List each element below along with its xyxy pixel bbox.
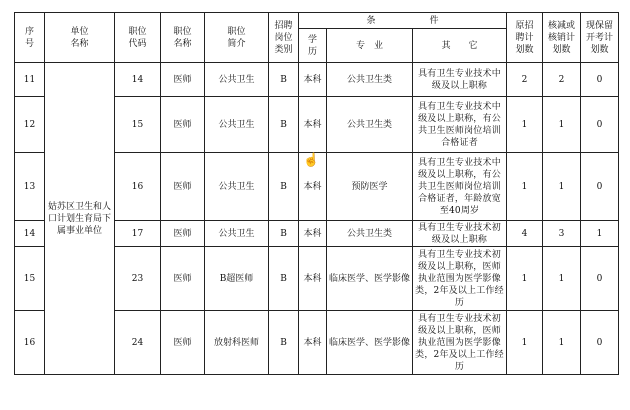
original-plan-cell: 1 bbox=[507, 97, 543, 153]
other-requirements-cell: 具有卫生专业技术中级及以上职称，有公共卫生医师岗位培训合格证者 bbox=[413, 97, 507, 153]
remaining-plan-cell: 1 bbox=[581, 221, 619, 247]
category-cell: B bbox=[269, 97, 299, 153]
other-requirements-cell: 具有卫生专业技术初级及以上职称，医师执业范围为医学影像类，2年及以上工作经历 bbox=[413, 247, 507, 311]
position-desc-cell: 公共卫生 bbox=[205, 63, 269, 97]
education-cell: 本科 bbox=[299, 247, 327, 311]
header-education: 学 历 bbox=[299, 29, 327, 63]
header-position-desc: 职位 简介 bbox=[205, 13, 269, 63]
position-name-cell: 医师 bbox=[161, 63, 205, 97]
major-cell: 公共卫生类 bbox=[327, 63, 413, 97]
reduced-plan-cell: 1 bbox=[543, 247, 581, 311]
position-name-cell: 医师 bbox=[161, 153, 205, 221]
original-plan-cell: 1 bbox=[507, 311, 543, 375]
other-requirements-cell: 具有卫生专业技术初级及以上职称，医师执业范围为医学影像类，2年及以上工作经历 bbox=[413, 311, 507, 375]
reduced-plan-cell: 1 bbox=[543, 97, 581, 153]
reduced-plan-cell: 1 bbox=[543, 153, 581, 221]
position-code-cell: 16 bbox=[115, 153, 161, 221]
seq-cell: 15 bbox=[15, 247, 45, 311]
unit-name-cell: 姑苏区卫生和人口计划生育局下属事业单位 bbox=[45, 63, 115, 375]
header-conditions: 条 件 bbox=[299, 13, 507, 29]
category-cell: B bbox=[269, 311, 299, 375]
category-cell: B bbox=[269, 221, 299, 247]
position-desc-cell: 公共卫生 bbox=[205, 221, 269, 247]
header-major: 专 业 bbox=[327, 29, 413, 63]
seq-cell: 13 bbox=[15, 153, 45, 221]
position-desc-cell: 公共卫生 bbox=[205, 97, 269, 153]
remaining-plan-cell: 0 bbox=[581, 97, 619, 153]
reduced-plan-cell: 2 bbox=[543, 63, 581, 97]
header-position-name: 职位 名称 bbox=[161, 13, 205, 63]
seq-cell: 14 bbox=[15, 221, 45, 247]
position-code-cell: 23 bbox=[115, 247, 161, 311]
position-name-cell: 医师 bbox=[161, 97, 205, 153]
remaining-plan-cell: 0 bbox=[581, 63, 619, 97]
header-reduced-plan: 核减或 核销计 划数 bbox=[543, 13, 581, 63]
education-cell: 本科 bbox=[299, 311, 327, 375]
education-cell: 本科 bbox=[299, 153, 327, 221]
original-plan-cell: 1 bbox=[507, 153, 543, 221]
education-cell: 本科 bbox=[299, 97, 327, 153]
seq-cell: 12 bbox=[15, 97, 45, 153]
other-requirements-cell: 具有卫生专业技术初级及以上职称 bbox=[413, 221, 507, 247]
remaining-plan-cell: 0 bbox=[581, 247, 619, 311]
header-original-plan: 原招 聘计 划数 bbox=[507, 13, 543, 63]
major-cell: 临床医学、医学影像 bbox=[327, 247, 413, 311]
position-name-cell: 医师 bbox=[161, 221, 205, 247]
category-cell: B bbox=[269, 153, 299, 221]
education-cell: 本科 bbox=[299, 221, 327, 247]
reduced-plan-cell: 1 bbox=[543, 311, 581, 375]
position-desc-cell: 放射科医师 bbox=[205, 311, 269, 375]
major-cell: 公共卫生类 bbox=[327, 221, 413, 247]
position-desc-cell: B超医师 bbox=[205, 247, 269, 311]
hand-pointer-icon: ☝ bbox=[303, 153, 320, 168]
position-code-cell: 17 bbox=[115, 221, 161, 247]
table-row bbox=[15, 63, 619, 97]
other-requirements-cell: 具有卫生专业技术中级及以上职称 bbox=[413, 63, 507, 97]
category-cell: B bbox=[269, 63, 299, 97]
header-position-code: 职位 代码 bbox=[115, 13, 161, 63]
original-plan-cell: 2 bbox=[507, 63, 543, 97]
header-other: 其 它 bbox=[413, 29, 507, 63]
seq-cell: 16 bbox=[15, 311, 45, 375]
header-unit-name: 单位 名称 bbox=[45, 13, 115, 63]
major-cell: 公共卫生类 bbox=[327, 97, 413, 153]
recruitment-plan-table bbox=[14, 12, 619, 375]
major-cell: 预防医学 bbox=[327, 153, 413, 221]
position-name-cell: 医师 bbox=[161, 311, 205, 375]
major-cell: 临床医学、医学影像 bbox=[327, 311, 413, 375]
header-remaining-plan: 现保留 开考计 划数 bbox=[581, 13, 619, 63]
other-requirements-cell: 具有卫生专业技术中级及以上职称，有公共卫生医师岗位培训合格证者，年龄放宽至40周岁 bbox=[413, 153, 507, 221]
position-code-cell: 14 bbox=[115, 63, 161, 97]
header-category: 招聘 岗位 类别 bbox=[269, 13, 299, 63]
education-cell: 本科 bbox=[299, 63, 327, 97]
remaining-plan-cell: 0 bbox=[581, 311, 619, 375]
reduced-plan-cell: 3 bbox=[543, 221, 581, 247]
original-plan-cell: 4 bbox=[507, 221, 543, 247]
category-cell: B bbox=[269, 247, 299, 311]
remaining-plan-cell: 0 bbox=[581, 153, 619, 221]
position-code-cell: 24 bbox=[115, 311, 161, 375]
original-plan-cell: 1 bbox=[507, 247, 543, 311]
seq-cell: 11 bbox=[15, 63, 45, 97]
position-desc-cell: 公共卫生 bbox=[205, 153, 269, 221]
header-seq: 序 号 bbox=[15, 13, 45, 63]
position-code-cell: 15 bbox=[115, 97, 161, 153]
position-name-cell: 医师 bbox=[161, 247, 205, 311]
